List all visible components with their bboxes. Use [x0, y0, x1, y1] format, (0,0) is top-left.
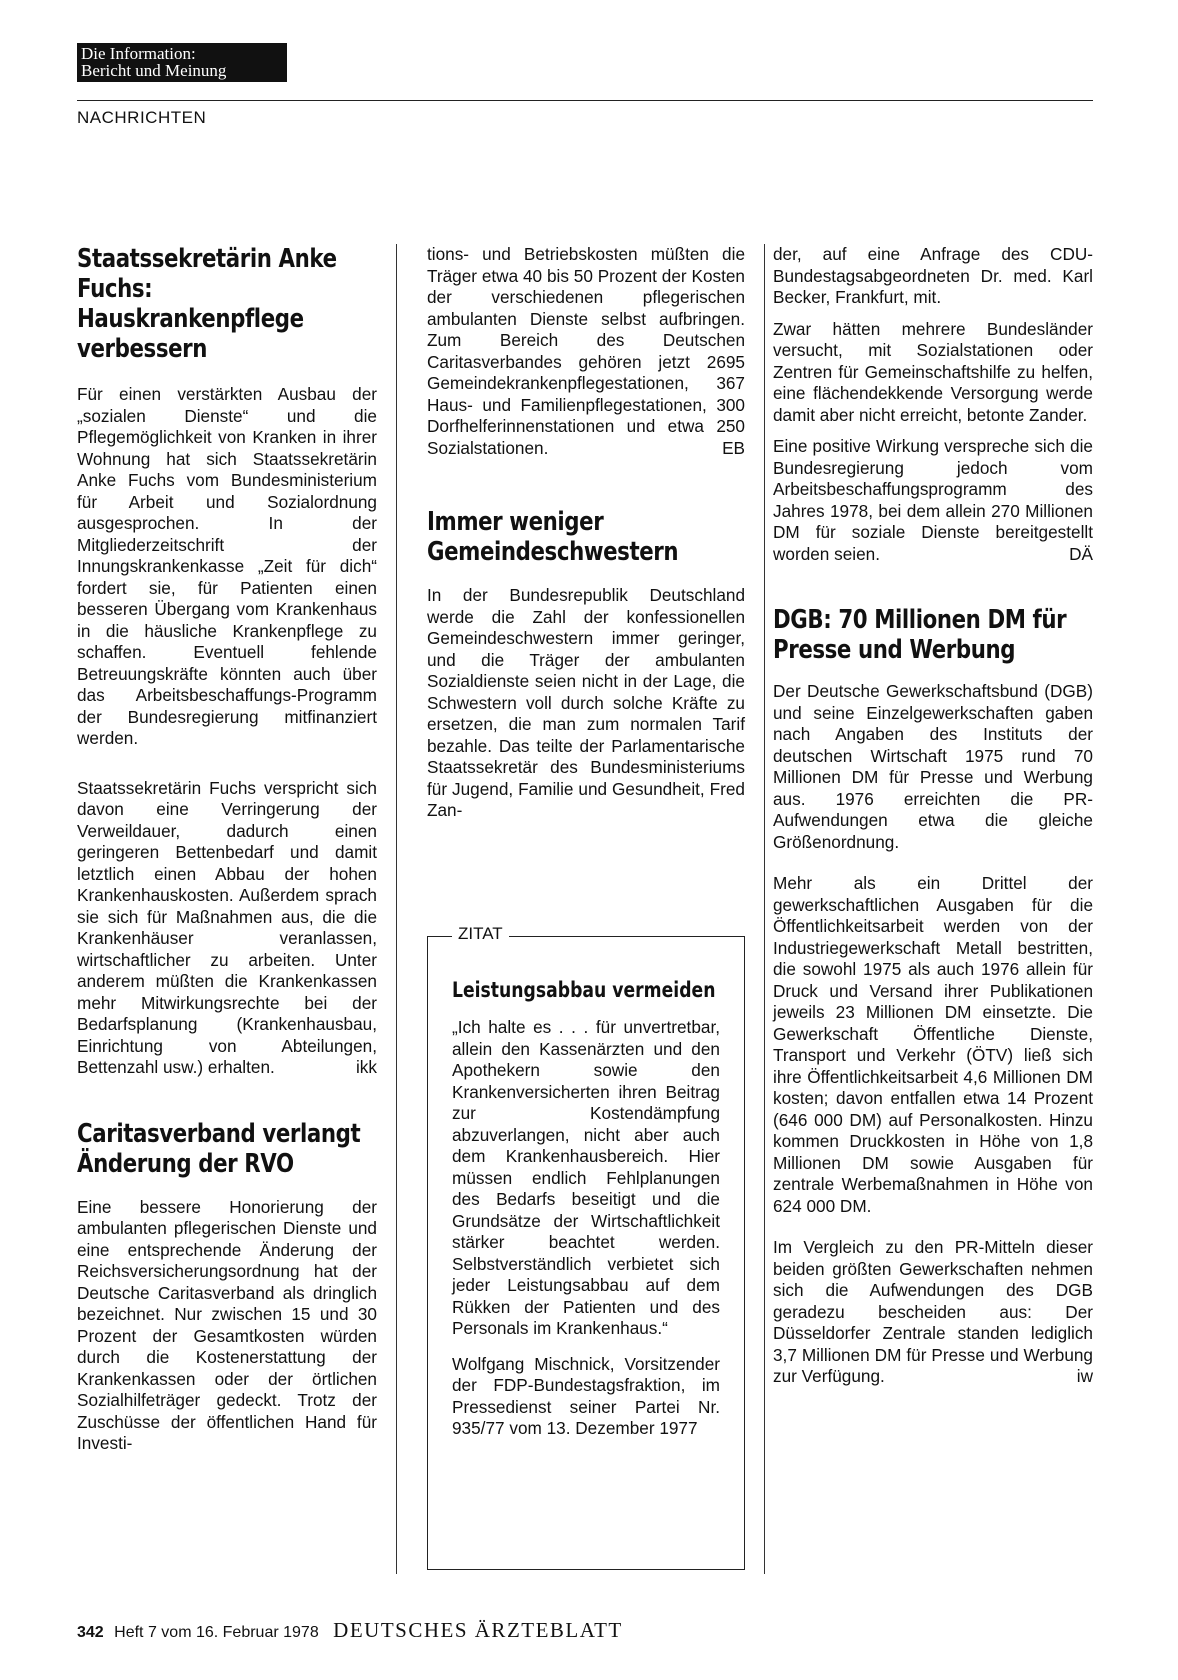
- section-title: NACHRICHTEN: [77, 108, 207, 127]
- quote-text: „Ich halte es . . . für unvertretbar, allein den Kassenärzten und den Apothekern sowie den Krankenversicherten ihren Beitrag zur Kostendämpfung abzuverlangen, nicht aber auch dem Krankenhausbereich. Hier müssen endlich Fehlplanungen des Bedarfs beseitigt und die Grundsätze der Wirtschaftlichkeit stärker beachtet werden. Selbstverständlich verbietet sich jeder Leistungsabbau auf dem Rükken der Patienten und des Personals im Krankenhaus.“: [452, 1017, 720, 1338]
- article4-signature: iw: [1076, 1366, 1093, 1386]
- article2-headline: Caritasverband verlangt Änderung der RVO: [77, 1118, 361, 1179]
- rubric-label: [77, 43, 287, 82]
- article4-paragraph-1: Der Deutsche Gewerkschaftsbund (DGB) und seine Einzelgewerkschaften gaben nach Angaben des Instituts der deutschen Wirtschaft 1975 rund 70 Millionen DM für Presse und Werbung aus. 1976 erreichten die PR-Aufwendungen etwa die gleiche Größenordnung.: [773, 681, 1093, 852]
- quote-content: [452, 978, 720, 1440]
- article3-paragraph-3-text: Eine positive Wirkung verspreche sich die Bundesregierung jedoch vom Arbeitsbeschaffungsprogramm des Jahres 1978, bei dem allein 270 Millionen DM für soziale Dienste bereitgestellt worden seien.: [773, 436, 1093, 564]
- article3-paragraph-3: [773, 436, 1093, 565]
- article4-paragraph-2: Mehr als ein Drittel der gewerkschaftlichen Ausgaben für die Öffentlichkeitsarbeit werden von der Industriegewerkschaft Metall bestritten, die sowohl 1975 als auch 1976 allein für Druck und Versand ihrer Publikationen jeweils 23 Millionen DM einsetzte. Die Gewerkschaft Öffentliche Dienste, Transport und Verkehr (ÖTV) ließ sich ihre Öffentlichkeitsarbeit 4,6 Millionen DM kosten; davon entfallen etwa 14 Prozent (646 000 DM) auf Personalkosten. Hinzu kommen Druckkosten in Höhe von 1,8 Millionen DM sowie Ausgaben für zentrale Werbemaßnahmen in Höhe von 624 000 DM.: [773, 873, 1093, 1216]
- top-rule: [77, 100, 1093, 101]
- column-2: [427, 244, 745, 822]
- column-divider-1: [396, 244, 397, 1574]
- rubric-line-1: Die Information:: [81, 44, 196, 63]
- column-1: [77, 244, 377, 1455]
- article3-signature: DÄ: [1069, 543, 1093, 564]
- masthead: DEUTSCHES ÄRZTEBLATT: [333, 1618, 623, 1642]
- issue-info: Heft 7 vom 16. Februar 1978: [114, 1624, 319, 1641]
- article2-signature: EB: [722, 437, 745, 458]
- quote-source: Wolfgang Mischnick, Vorsitzender der FDP-Bundestagsfraktion, im Pressedienst seiner Partei Nr. 935/77 vom 13. Dezember 1977: [452, 1353, 720, 1438]
- page-footer: [77, 1618, 623, 1643]
- article1-paragraph-1: Für einen verstärkten Ausbau der „sozialen Dienste“ und die Pflegemöglichkeit von Kranken in ihrer Wohnung hat sich Staatssekretärin Anke Fuchs vom Bundesministerium für Arbeit und Sozialordnung ausgesprochen. In der Mitgliederzeitschrift der Innungskrankenkasse „Zeit für dich“ fordert sie, für Patienten einen besseren Übergang vom Krankenhaus in die häusliche Krankenpflege zu schaffen. Eventuell fehlende Betreuungskräfte könnten auch über das Arbeitsbeschaffungs-Programm der Bundesregierung mitfinanziert werden.: [77, 384, 377, 748]
- quote-headline: Leistungsabbau vermeiden: [452, 978, 716, 1002]
- article1-headline: Staatssekretärin Anke Fuchs: Hauskrankenpflege verbessern: [77, 244, 337, 364]
- column-divider-2: [764, 244, 765, 1574]
- column-3: [773, 244, 1093, 1388]
- article4-headline: DGB: 70 Millionen DM für Presse und Werbung: [773, 605, 1067, 665]
- article1-signature: ikk: [355, 1057, 377, 1077]
- rubric-line-2: Bericht und Meinung: [81, 61, 227, 80]
- article3-headline: Immer weniger Gemeindeschwestern: [427, 507, 679, 567]
- article2-continued-text: tions- und Betriebskosten müßten die Träger etwa 40 bis 50 Prozent der Kosten der verschiedenen pflegerischen ambulanten Dienste selbst aufbringen. Zum Bereich des Deutschen Caritasverbandes gehören jetzt 2695 Gemeindekrankenpflegestationen, 367 Haus- und Familienpflegestationen, 300 Dorfhelferinnenstationen und etwa 250 Sozialstationen.: [427, 244, 745, 458]
- article3-paragraph-2: Zwar hätten mehrere Bundesländer versucht, mit Sozialstationen oder Zentren für Gemeinschaftshilfe zu helfen, eine flächendekkende Versorgung werde damit aber nicht erreicht, betonte Zander.: [773, 318, 1093, 425]
- article2-paragraph-1-continued: [427, 244, 745, 459]
- article3-paragraph-1-continued: der, auf eine Anfrage des CDU-Bundestagsabgeordneten Dr. med. Karl Becker, Frankfurt, mit.: [773, 244, 1093, 307]
- article1-paragraph-2: [77, 778, 377, 1079]
- article3-paragraph-1: In der Bundesrepublik Deutschland werde die Zahl der konfessionellen Gemeindeschwestern immer geringer, und die Träger der ambulanten Sozialdienste seien nicht in der Lage, die Schwestern voll durch solche Kräfte zu ersetzen, die man zum normalen Tarif bezahle. Das teilte der Parlamentarische Staatssekretär des Bundesministeriums für Jugend, Familie und Gesundheit, Fred Zan-: [427, 585, 745, 820]
- article1-paragraph-2-text: Staatssekretärin Fuchs verspricht sich davon eine Verringerung der Verweildauer, dadurch einen geringeren Bettenbedarf und damit letztlich einen Abbau der hohen Krankenhauskosten. Außerdem sprach sie sich für Maßnahmen aus, die die Krankenhäuser veranlassen, wirtschaftlicher zu arbeiten. Unter anderem müßten die Krankenkassen mehr Mitwirkungsrechte bei der Bedarfsplanung (Krankenhausbau, Einrichtung von Abteilungen, Bettenzahl usw.) erhalten.: [77, 777, 377, 1077]
- article2-paragraph-1: Eine bessere Honorierung der ambulanten pflegerischen Dienste und eine entsprechende Änderung der Reichsversicherungsordnung hat der Deutsche Caritasverband als dringlich bezeichnet. Nur zwischen 15 und 30 Prozent der Gesamtkosten würden durch die Kostenerstattung der Krankenkassen oder der örtlichen Sozialhilfeträger gedeckt. Trotz der Zuschüsse der öffentlichen Hand für Investi-: [77, 1196, 377, 1453]
- article4-paragraph-3: [773, 1237, 1093, 1388]
- page-number: 342: [77, 1624, 104, 1641]
- quote-label: ZITAT: [452, 924, 509, 944]
- article4-paragraph-3-text: Im Vergleich zu den PR-Mitteln dieser beiden größten Gewerkschaften nehmen sich die Aufwendungen des DGB geradezu bescheiden aus: Der Düsseldorfer Zentrale standen lediglich 3,7 Millionen DM für Presse und Werbung zur Verfügung.: [773, 1237, 1093, 1386]
